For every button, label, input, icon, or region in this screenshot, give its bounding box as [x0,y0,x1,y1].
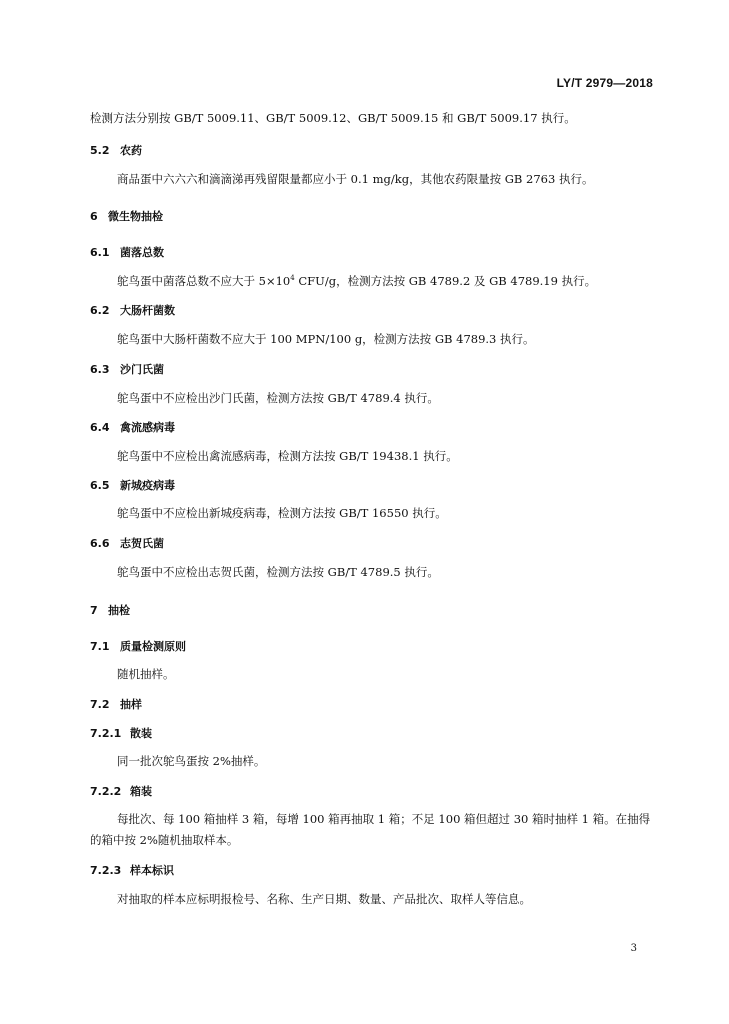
heading-number: 6 [90,210,98,223]
heading-number: 6.6 [90,537,110,550]
heading-title: 大肠杆菌数 [120,304,175,317]
heading-7-2-1 [90,725,152,741]
heading-number: 6.1 [90,246,110,259]
paragraph-6-3: 鸵鸟蛋中不应检出沙门氏菌，检测方法按 GB/T 4789.4 执行。 [117,391,439,405]
heading-title: 新城疫病毒 [120,479,175,492]
heading-6-1 [90,244,164,260]
heading-number: 7.2.2 [90,785,122,798]
heading-6-3 [90,361,164,377]
heading-number: 6.2 [90,304,110,317]
heading-number: 7.2.3 [90,864,122,877]
heading-number: 6.3 [90,363,110,376]
heading-6 [90,208,163,224]
paragraph-6-5: 鸵鸟蛋中不应检出新城疫病毒，检测方法按 GB/T 16550 执行。 [117,506,447,520]
heading-title: 散装 [130,727,152,740]
heading-number: 6.4 [90,421,110,434]
heading-title: 微生物抽检 [108,210,163,223]
standard-code: LY/T 2979—2018 [556,76,653,90]
paragraph-6-1 [117,273,596,289]
heading-number: 6.5 [90,479,110,492]
heading-7-1 [90,638,186,654]
heading-title: 菌落总数 [120,246,164,259]
heading-6-2 [90,302,175,318]
paragraph-7-2-2-line1: 每批次、每 100 箱抽样 3 箱，每增 100 箱再抽取 1 箱；不足 100 箱但超过 30 箱时抽样 1 箱。在抽得 [117,812,651,826]
heading-number: 7 [90,604,98,617]
heading-title: 箱装 [130,785,152,798]
paragraph-6-6: 鸵鸟蛋中不应检出志贺氏菌，检测方法按 GB/T 4789.5 执行。 [117,565,439,579]
heading-title: 志贺氏菌 [120,537,164,550]
paragraph-7-1: 随机抽样。 [117,667,175,681]
heading-title: 质量检测原则 [120,640,186,653]
heading-6-6 [90,535,164,551]
paragraph-6-4: 鸵鸟蛋中不应检出禽流感病毒，检测方法按 GB/T 19438.1 执行。 [117,449,458,463]
heading-7-2-3 [90,862,174,878]
heading-number: 7.2.1 [90,727,122,740]
paragraph-6-1-pre: 鸵鸟蛋中菌落总数不应大于 5×10 [117,274,291,288]
page-number: 3 [630,943,637,954]
heading-7-2 [90,696,142,712]
paragraph-6-2: 鸵鸟蛋中大肠杆菌数不应大于 100 MPN/100 g，检测方法按 GB 4789.3 执行。 [117,332,535,346]
paragraph-7-2-3: 对抽取的样本应标明报检号、名称、生产日期、数量、产品批次、取样人等信息。 [117,892,531,906]
heading-6-4 [90,419,175,435]
heading-7-2-2 [90,783,152,799]
heading-title: 抽样 [120,698,142,711]
heading-title: 抽检 [108,604,130,617]
heading-title: 农药 [120,144,142,157]
paragraph-5-2: 商品蛋中六六六和滴滴涕再残留限量都应小于 0.1 mg/kg，其他农药限量按 GB 2763 执行。 [117,172,594,186]
heading-title: 样本标识 [130,864,174,877]
heading-6-5 [90,477,175,493]
paragraph-7-2-2-line2: 的箱中按 2%随机抽取样本。 [90,833,239,847]
heading-title: 禽流感病毒 [120,421,175,434]
paragraph-methods: 检测方法分别按 GB/T 5009.11、GB/T 5009.12、GB/T 5009.15 和 GB/T 5009.17 执行。 [90,111,576,125]
heading-7 [90,602,130,618]
heading-5-2 [90,142,142,158]
paragraph-7-2-1: 同一批次鸵鸟蛋按 2%抽样。 [117,754,266,768]
heading-number: 7.1 [90,640,110,653]
exponent: 4 [290,274,295,282]
heading-number: 7.2 [90,698,110,711]
heading-number: 5.2 [90,144,110,157]
heading-title: 沙门氏菌 [120,363,164,376]
paragraph-6-1-post: CFU/g，检测方法按 GB 4789.2 及 GB 4789.19 执行。 [294,274,597,288]
